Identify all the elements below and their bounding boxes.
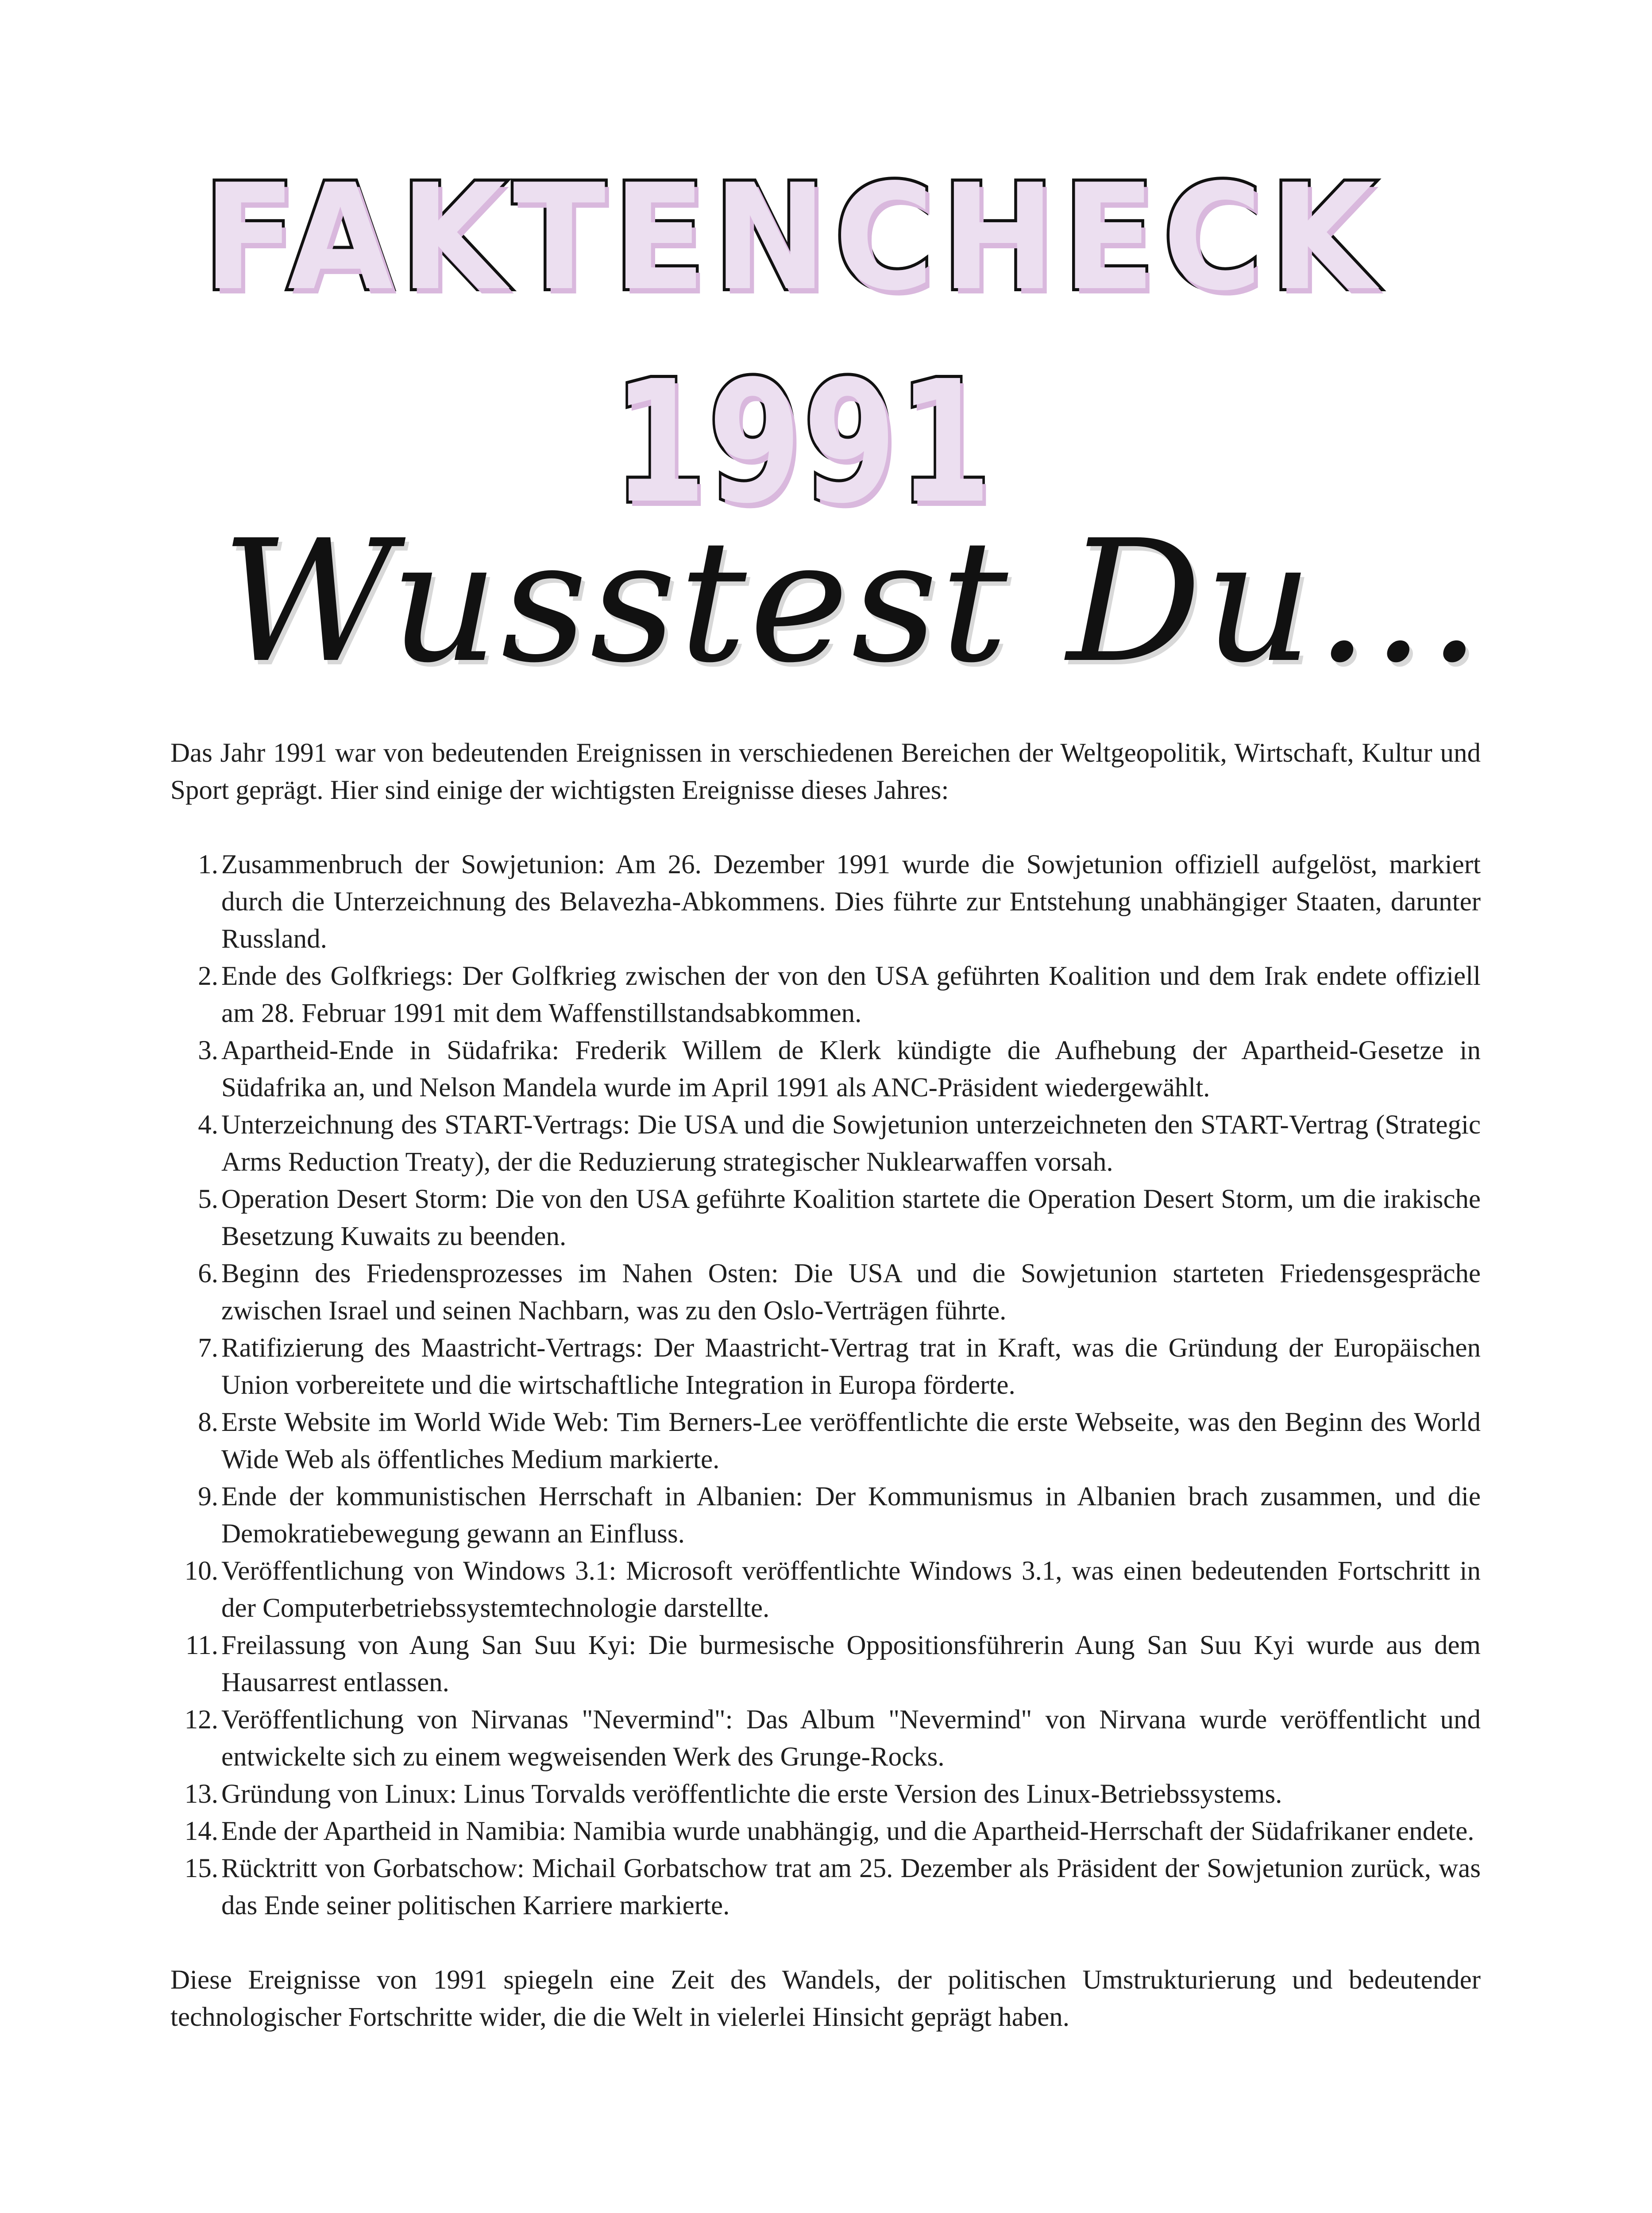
list-item-number: 13. xyxy=(184,1779,218,1809)
list-item xyxy=(170,1627,1481,1701)
list-item-text: Beginn des Friedensprozesses im Nahen Osten: Die USA und die Sowjetunion starteten Friedensgespräche zwischen Israel und seinen Nachbarn, was zu den Oslo-Verträgen führte. xyxy=(221,1259,1481,1326)
list-item-number: 7. xyxy=(198,1333,218,1363)
title-year: 1991 xyxy=(613,344,993,540)
list-item xyxy=(170,1776,1481,1813)
list-item-text: Operation Desert Storm: Die von den USA geführte Koalition startete die Operation Desert Storm, um die irakische Besetzung Kuwaits zu beenden. xyxy=(221,1184,1481,1251)
intro-paragraph: Das Jahr 1991 war von bedeutenden Ereignissen in verschiedenen Bereichen der Weltgeopolitik, Wirtschaft, Kultur und Sport geprägt. Hier sind einige der wichtigsten Ereignisse dieses Jahres: xyxy=(170,738,1481,805)
list-item xyxy=(170,958,1481,1032)
subtitle-wusstest-du: Wusstest Du... xyxy=(221,504,1484,700)
list-item-text: Erste Website im World Wide Web: Tim Berners-Lee veröffentlichte die erste Webseite, was den Beginn des World Wide Web als öffentliches Medium markierte. xyxy=(221,1407,1481,1474)
list-item-text: Ende der Apartheid in Namibia: Namibia wurde unabhängig, und die Apartheid-Herrschaft der Südafrikaner endete. xyxy=(221,1816,1474,1846)
list-item xyxy=(170,1553,1481,1627)
list-item-text: Apartheid-Ende in Südafrika: Frederik Willem de Klerk kündigte die Aufhebung der Apartheid-Gesetze in Südafrika an, und Nelson Mandela wurde im April 1991 als ANC-Präsident wiedergewählt. xyxy=(221,1036,1481,1103)
list-item-number: 4. xyxy=(198,1110,218,1140)
list-item-text: Freilassung von Aung San Suu Kyi: Die burmesische Oppositionsführerin Aung San Suu Kyi wurde aus dem Hausarrest entlassen. xyxy=(221,1631,1481,1697)
list-item-text: Ende der kommunistischen Herrschaft in Albanien: Der Kommunismus in Albanien brach zusammen, und die Demokratiebewegung gewann an Einfluss. xyxy=(221,1482,1481,1549)
list-item xyxy=(170,1404,1481,1478)
list-item-number: 10. xyxy=(184,1556,218,1586)
list-item-number: 2. xyxy=(198,961,218,991)
list-item-number: 15. xyxy=(184,1854,218,1883)
list-item-text: Ende des Golfkriegs: Der Golfkrieg zwischen der von den USA geführten Koalition und dem Irak endete offiziell am 28. Februar 1991 mit dem Waffenstillstandsabkommen. xyxy=(221,961,1481,1028)
list-item xyxy=(170,1478,1481,1553)
list-item-text: Unterzeichnung des START-Vertrags: Die USA und die Sowjetunion unterzeichneten den START-Vertrag (Strategic Arms Reduction Treaty), der die Reduzierung strategischer Nuklearwaffen vorsah. xyxy=(221,1110,1481,1177)
list-item xyxy=(170,1701,1481,1776)
document-body xyxy=(170,735,1481,2036)
list-item-number: 1. xyxy=(198,850,218,879)
list-item xyxy=(170,1255,1481,1330)
events-list xyxy=(170,846,1481,1924)
list-item xyxy=(170,1850,1481,1924)
list-item-number: 8. xyxy=(198,1407,218,1437)
list-item-number: 9. xyxy=(198,1482,218,1511)
list-item-number: 14. xyxy=(184,1816,218,1846)
list-item-number: 12. xyxy=(184,1705,218,1735)
list-item-text: Veröffentlichung von Nirvanas "Nevermind": Das Album "Nevermind" von Nirvana wurde veröffentlicht und entwickelte sich zu einem wegweisenden Werk des Grunge-Rocks. xyxy=(221,1705,1481,1772)
list-item xyxy=(170,1181,1481,1255)
list-item-text: Veröffentlichung von Windows 3.1: Microsoft veröffentlichte Windows 3.1, was einen bedeutenden Fortschritt in der Computerbetriebssystemtechnologie darstellte. xyxy=(221,1556,1481,1623)
outro-paragraph: Diese Ereignisse von 1991 spiegeln eine Zeit des Wandels, der politischen Umstrukturierung und bedeutender technologischer Fortschritte wider, die die Welt in vielerlei Hinsicht geprägt haben. xyxy=(170,1965,1481,2032)
list-item-text: Ratifizierung des Maastricht-Vertrags: Der Maastricht-Vertrag trat in Kraft, was die Gründung der Europäischen Union vorbereitete und die wirtschaftliche Integration in Europa förderte. xyxy=(221,1333,1481,1400)
list-item-number: 5. xyxy=(198,1184,218,1214)
list-item-text: Gründung von Linux: Linus Torvalds veröffentlichte die erste Version des Linux-Betriebssystems. xyxy=(221,1779,1282,1809)
list-item-text: Zusammenbruch der Sowjetunion: Am 26. Dezember 1991 wurde die Sowjetunion offiziell aufgelöst, markiert durch die Unterzeichnung des Belavezha-Abkommens. Dies führte zur Entstehung unabhängiger Staaten, darunter Russland. xyxy=(221,850,1481,954)
list-item xyxy=(170,1106,1481,1181)
list-item-number: 11. xyxy=(185,1631,218,1660)
list-item xyxy=(170,1330,1481,1404)
list-item-number: 6. xyxy=(198,1259,218,1288)
title-faktencheck: FAKTENCHECK xyxy=(203,153,1383,323)
list-item xyxy=(170,846,1481,958)
list-item xyxy=(170,1813,1481,1850)
list-item-text: Rücktritt von Gorbatschow: Michail Gorbatschow trat am 25. Dezember als Präsident der Sowjetunion zurück, was das Ende seiner politischen Karriere markierte. xyxy=(221,1854,1481,1920)
list-item-number: 3. xyxy=(198,1036,218,1065)
list-item xyxy=(170,1032,1481,1106)
